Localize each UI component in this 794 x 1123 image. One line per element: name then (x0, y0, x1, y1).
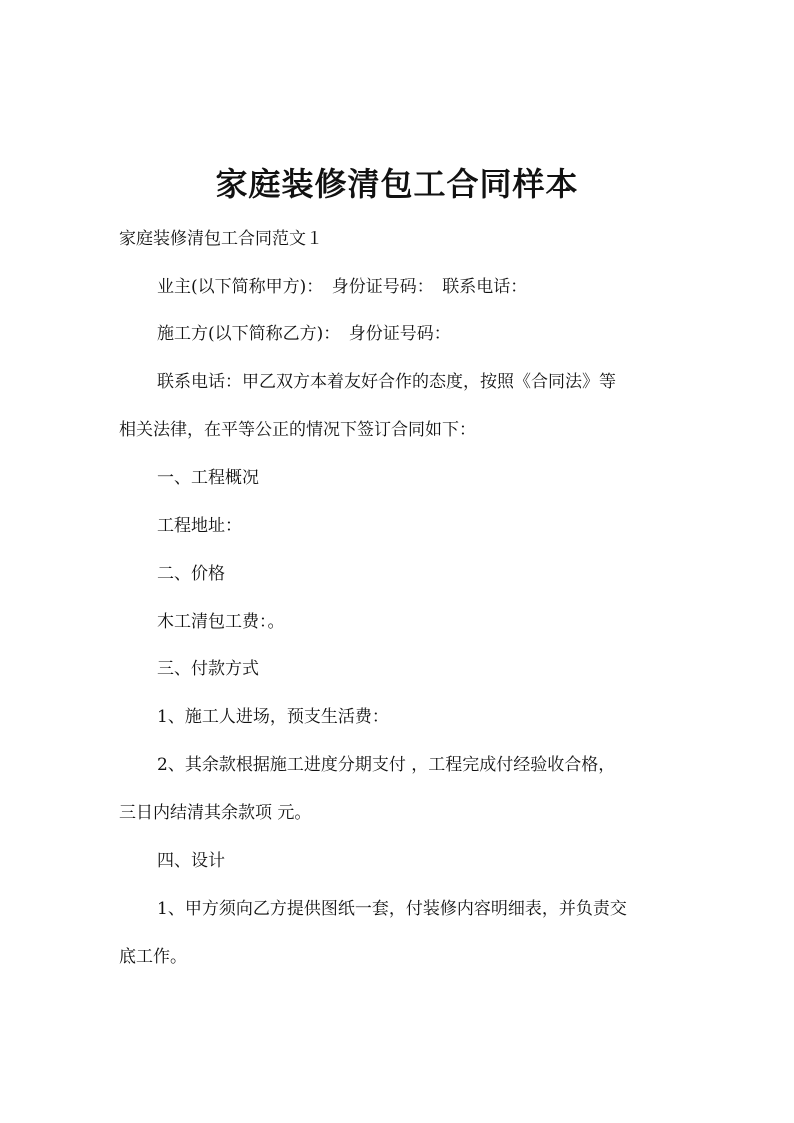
section-heading-design: 四、设计 (157, 851, 225, 871)
party-a-line: 业主(以下简称甲方)： 身份证号码： 联系电话： (157, 277, 528, 297)
contact-line: 联系电话：甲乙双方本着友好合作的态度，按照《合同法》等 (157, 372, 616, 392)
design-item-1: 1、甲方须向乙方提供图纸一套，付装修内容明细表，并负责交 (157, 899, 627, 919)
section-heading-overview: 一、工程概况 (157, 468, 259, 488)
project-address-line: 工程地址： (157, 516, 242, 536)
document-title: 家庭装修清包工合同样本 (215, 165, 579, 203)
section-heading-price: 二、价格 (157, 564, 225, 584)
payment-item-2: 2、其余款根据施工进度分期支付 ，工程完成付经验收合格， (157, 755, 616, 775)
payment-item-2-continued: 三日内结清其余款项 元。 (119, 803, 312, 823)
payment-item-1: 1、施工人进场，预支生活费： (157, 707, 389, 727)
party-b-line: 施工方(以下简称乙方)： 身份证号码： (157, 324, 451, 344)
document-subtitle: 家庭装修清包工合同范文１ (119, 229, 323, 249)
contact-line-continued: 相关法律，在平等公正的情况下签订合同如下： (119, 420, 476, 440)
section-heading-payment: 三、付款方式 (157, 659, 259, 679)
carpentry-fee-line: 木工清包工费：。 (157, 612, 285, 632)
design-item-1-continued: 底工作。 (119, 947, 187, 967)
